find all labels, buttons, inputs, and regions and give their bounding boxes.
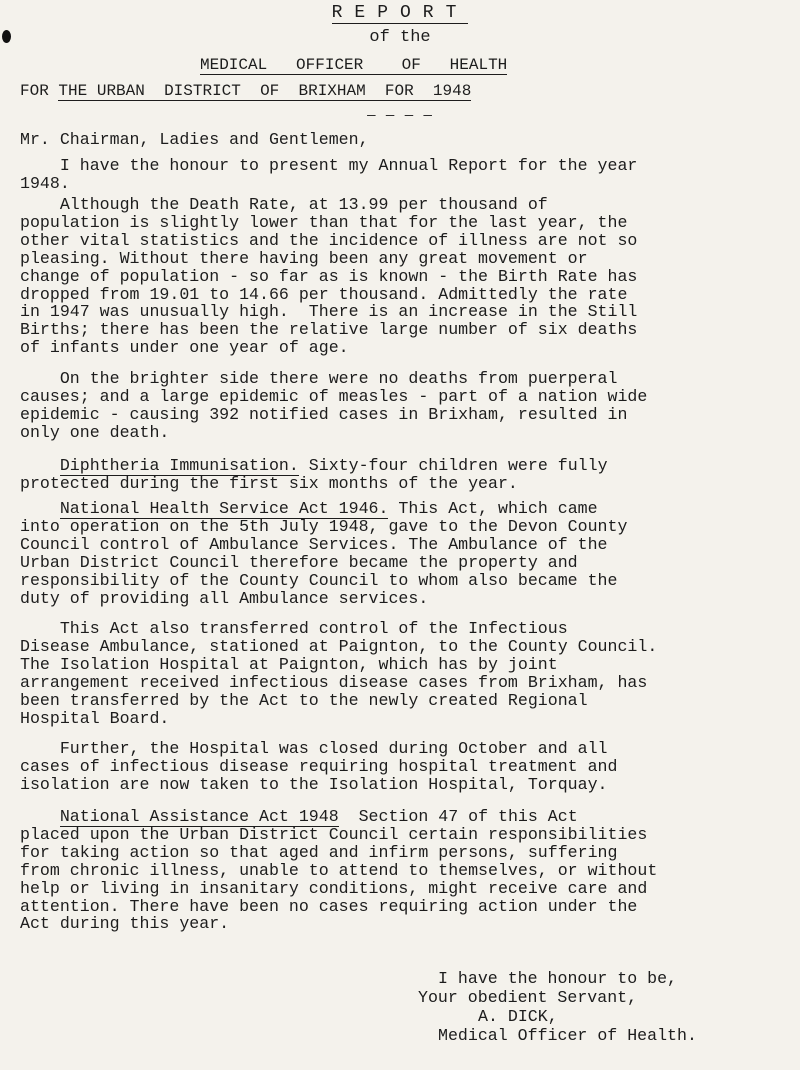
vital-statistics-paragraph: Although the Death Rate, at 13.99 per thousand of population is slightly lower than that for the last year, the other vital statistics and the incidence of illness are not so pleasing. Without there having been any great movement or change of population - so far as is known - the Birth Rate has dropped from 19.01 to 14.66 per thousand. Admittedly the rate in 1947 was unusually high. There is an increase in the Still Births; there has been the relative large number of six deaths of infants under one year of age. xyxy=(20,195,638,358)
officer-heading xyxy=(200,56,507,74)
heading-word: FOR xyxy=(384,82,414,100)
heading-word: FOR xyxy=(20,82,49,100)
heading-divider: — — — — xyxy=(367,108,433,124)
heading-word: URBAN xyxy=(96,82,145,100)
intro-paragraph: I have the honour to present my Annual Report for the year 1948. xyxy=(20,156,638,193)
heading-word: OF xyxy=(401,56,421,74)
signature-name: A. DICK, xyxy=(478,1007,558,1026)
heading-word: DISTRICT xyxy=(164,82,241,100)
diphtheria-heading: Diphtheria Immunisation. xyxy=(59,456,299,475)
infectious-disease-paragraph: This Act also transferred control of the Infectious Disease Ambulance, stationed at Paignton, to the County Council. The Isolation Hospital at Paignton, which has by joint arrangement received infectious disease cases from Brixham, has been transferred by the Act to the newly created Regional Hospital Board. xyxy=(20,619,658,728)
heading-word: MEDICAL xyxy=(200,56,268,74)
heading-word: OFFICER xyxy=(296,56,364,74)
nhs-act-heading: National Health Service Act 1946. xyxy=(59,499,389,518)
heading-word: HEALTH xyxy=(449,56,508,74)
of-the-line: of the xyxy=(369,28,431,47)
closing-servant: Your obedient Servant, xyxy=(418,988,638,1007)
signature-role: Medical Officer of Health. xyxy=(438,1026,697,1045)
assistance-act-paragraph: National Assistance Act 1948 Section 47 of this Act placed upon the Urban District Council certain responsibilities for taking action so that aged and infirm persons, suffering from chronic illness, unable to attend to themselves, or without help or living in insanitary conditions, might receive care and attention. There have been no cases requiring action under the Act during this year. xyxy=(20,807,658,934)
closing-line: I have the honour to be, xyxy=(438,969,677,988)
heading-word: OF xyxy=(260,82,280,100)
heading-word: THE xyxy=(58,82,88,100)
report-title: REPORT xyxy=(331,3,469,23)
salutation: Mr. Chairman, Ladies and Gentlemen, xyxy=(20,130,369,149)
brighter-side-paragraph: On the brighter side there were no deaths from puerperal causes; and a large epidemic of measles - part of a nation wide epidemic - causing 392 notified cases in Brixham, resulted in only one death. xyxy=(20,369,648,442)
hospital-closure-paragraph: Further, the Hospital was closed during October and all cases of infectious disease requiring hospital treatment and isolation are now taken to the Isolation Hospital, Torquay. xyxy=(20,739,618,794)
assistance-act-heading: National Assistance Act 1948 xyxy=(59,807,339,826)
district-heading xyxy=(20,82,471,100)
nhs-act-paragraph: National Health Service Act 1946. This Act, which came into operation on the 5th July 1948, gave to the Devon County Council control of Ambulance Services. The Ambulance of the Urban District Council therefore became the property and responsibility of the County Council to whom also became the duty of providing all Ambulance services. xyxy=(20,499,628,608)
heading-word: BRIXHAM xyxy=(298,82,366,100)
diphtheria-paragraph: Diphtheria Immunisation. Sixty-four children were fully protected during the first six months of the year. xyxy=(20,456,608,493)
heading-word: 1948 xyxy=(432,82,472,100)
